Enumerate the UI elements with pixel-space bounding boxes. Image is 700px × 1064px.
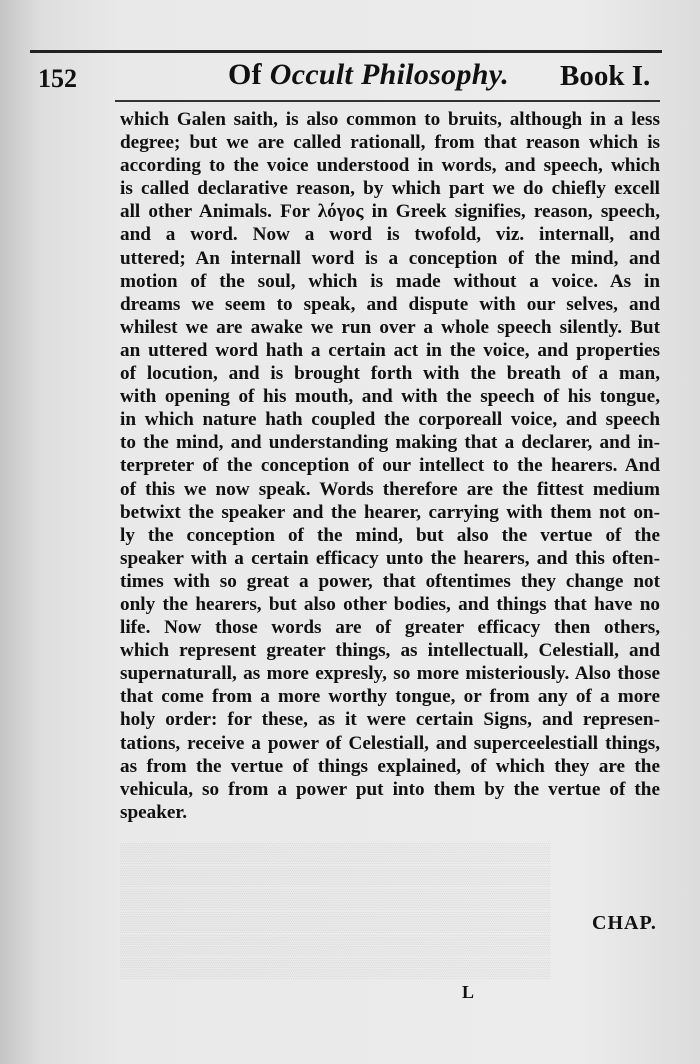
text-line: holy order: for these, as it were certain Signs, and represen- <box>120 709 660 731</box>
text-line: dreams we seem to speak, and dispute with our selves, and <box>120 293 660 315</box>
text-line: to the mind, and understanding making that a declarer, and in- <box>120 432 660 454</box>
book-number: Book I. <box>560 60 651 92</box>
text-line: with opening of his mouth, and with the speech of his tongue, <box>120 386 660 408</box>
running-title-italic: Occult Philosophy. <box>269 58 510 91</box>
text-line: motion of the soul, which is made without a voice. As in <box>120 270 660 292</box>
text-line: according to the voice understood in words, and speech, which <box>120 155 660 177</box>
show-through-texture: ▒▒▒▒▒▒▒▒▒▒▒▒▒▒▒▒▒▒▒▒▒▒▒▒▒▒▒▒▒▒▒▒ ▒▒▒▒▒▒▒▒▒▒▒▒▒▒▒▒▒▒▒▒▒▒▒▒▒▒▒▒▒▒▒▒ ▒▒▒▒▒▒▒▒▒▒▒▒▒▒▒▒▒▒▒▒▒▒▒▒▒▒▒▒▒▒▒▒ ▒▒▒▒▒▒▒▒▒▒▒▒▒▒▒▒▒▒▒▒▒▒▒▒▒▒▒▒▒▒▒▒ ▒▒▒▒▒▒▒▒▒▒▒▒▒▒▒▒▒▒▒▒▒▒▒▒▒▒▒▒▒▒▒▒ ▒▒▒▒▒▒▒▒▒▒▒▒▒▒▒▒▒▒▒▒▒▒▒▒▒▒▒▒▒▒▒▒ <box>120 843 551 979</box>
running-title-prefix: Of <box>228 58 270 91</box>
signature-mark: L <box>462 982 475 1002</box>
text-line: terpreter of the conception of our intellect to the hearers. And <box>120 455 660 477</box>
text-line: uttered; An internall word is a conception of the mind, and <box>120 247 660 269</box>
text-line: times with so great a power, that oftentimes they change not <box>120 570 660 592</box>
text-line: speaker. <box>120 801 187 823</box>
text-line: and a word. Now a word is twofold, viz. internall, and <box>120 224 660 246</box>
text-line: ly the conception of the mind, but also the vertue of the <box>120 524 660 546</box>
text-line: which represent greater things, as intellectuall, Celestiall, and <box>120 640 660 662</box>
text-line: that come from a more worthy tongue, or from any of a more <box>120 686 660 708</box>
text-line: whilest we are awake we run over a whole speech silently. But <box>120 316 660 338</box>
running-header <box>0 58 700 98</box>
text-line: tations, receive a power of Celestiall, and superceelestiall things, <box>120 732 660 754</box>
text-line: as from the vertue of things explained, of which they are the <box>120 755 660 777</box>
text-line: degree; but we are called rationall, from that reason which is <box>120 132 660 154</box>
top-rule <box>30 50 662 53</box>
text-line: betwixt the speaker and the hearer, carrying with them not on- <box>120 501 660 523</box>
text-line: of this we now speak. Words therefore are the fittest medium <box>120 478 660 500</box>
running-title <box>228 58 509 92</box>
text-line: life. Now those words are of greater efficacy then others, <box>120 617 660 639</box>
catchword: CHAP. <box>592 912 657 934</box>
text-line: of locution, and is brought forth with the breath of a man, <box>120 363 660 385</box>
text-line: vehicula, so from a power put into them by the vertue of the <box>120 778 660 800</box>
text-line: all other Animals. For λόγος in Greek signifies, reason, speech, <box>120 201 660 223</box>
page-number: 152 <box>38 64 77 93</box>
text-line: supernaturall, as more expresly, so more misteriously. Also those <box>120 663 660 685</box>
text-line: speaker with a certain efficacy unto the hearers, and this often- <box>120 547 660 569</box>
text-line: which Galen saith, is also common to bruits, although in a less <box>120 109 660 130</box>
header-rule <box>115 100 660 102</box>
body-text <box>120 108 660 824</box>
text-line: in which nature hath coupled the corporeall voice, and speech <box>120 409 660 431</box>
text-line: only the hearers, but also other bodies, and things that have no <box>120 593 660 615</box>
text-line: an uttered word hath a certain act in the voice, and properties <box>120 339 660 361</box>
text-line: is called declarative reason, by which part we do chiefly excell <box>120 178 660 200</box>
